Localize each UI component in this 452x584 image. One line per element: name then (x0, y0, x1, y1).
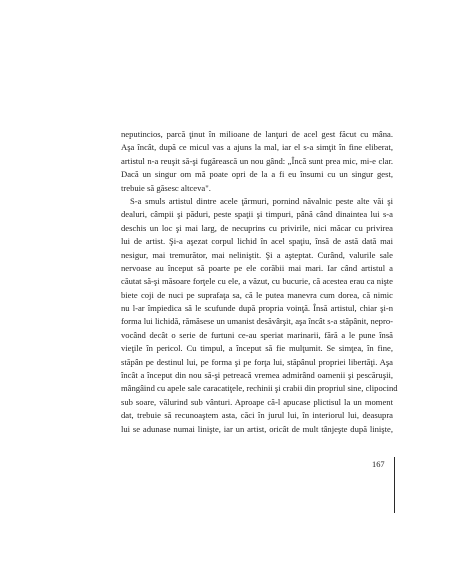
text-line: S-a smuls artistul dintre acele ţărmuri, pornind năvalnic peste alte văi şi (130, 195, 393, 206)
text-line: nesigur, mai tremurător, mai neliniştit. Şi a aşteptat. Curând, valurile sale (121, 249, 393, 260)
margin-rule (394, 457, 395, 513)
text-line: căutat să-şi măsoare forţele cu ele, a văzut, cu bucurie, că acestea erau ca nişte (121, 276, 393, 287)
text-line: dat, trebuie să recunoaştem asta, căci în jurul lui, în interiorul lui, deasupra (121, 410, 393, 421)
text-line: vieţile în pericol. Cu timpul, a început să fie mulţumit. Se simţea, în fine, (121, 343, 393, 354)
text-line: trebuie să găsesc altceva". (121, 182, 211, 193)
paragraph-2 (121, 195, 398, 436)
text-line: nervoase au început să poarte pe ele corăbii mai mari. Iar când artistul a (121, 262, 393, 273)
text-line: dealuri, câmpii şi păduri, peste spaţii şi timpuri, până când dinaintea lui s-a (121, 209, 393, 220)
text-line: deschis un loc şi mai larg, de necuprins cu privirile, nici măcar cu privirea (121, 222, 393, 233)
text-line: lui se adunase numai linişte, iar un artist, oricât de mult tânjeşte după linişte, (121, 423, 393, 434)
text-line: Dacă un singur om mă poate opri de la a fi eu însumi cu un singur gest, (121, 169, 393, 180)
text-line: vocând decât o serie de furtuni ce-au speriat marinarii, fără a le pune însă (121, 329, 393, 340)
text-line: artistul n-a reuşit să-şi fugărească un nou gând: „Încă sunt prea mic, mi-e clar. (121, 155, 393, 166)
text-line: stăpân pe destinul lui, pe forma şi pe forţa lui, stăpânul propriei libertăţi. Aşa (121, 356, 393, 367)
text-line: biete coji de nuci pe suprafaţa sa, că le putea manevra cum dorea, că nimic (121, 289, 393, 300)
text-line: neputincios, parcă ţinut în milioane de lanţuri de acel gest făcut cu mâna. (121, 129, 393, 139)
page-number: 167 (372, 460, 385, 469)
text-line: mângâind cu apele sale caracatiţele, rechinii şi crabii din propriul sine, clipocind (121, 383, 398, 394)
text-line: nu l-ar împiedica să le scufunde după propria voinţă. Însă artistul, chiar şi-n (121, 303, 393, 314)
text-line: sub soare, vălurind sub vânturi. Aproape că-l apucase plictisul la un moment (121, 396, 393, 407)
paragraph-1 (121, 128, 393, 195)
text-line: lui de artist. Şi-a aşezat corpul lichid în acel spaţiu, însă de astă dată mai (121, 236, 393, 247)
text-line: forma lui lichidă, rămăsese un umanist desăvârşit, aşa încât s-a stăpânit, nepro- (121, 316, 393, 327)
text-line: Aşa încât, după ce micul vas a ajuns la mal, iar el s-a simţit în fine eliberat, (121, 142, 393, 153)
text-line: încât a început din nou să-şi petreacă vremea admirând oamenii şi pescăruşii, (121, 370, 393, 381)
body-text (121, 128, 398, 436)
